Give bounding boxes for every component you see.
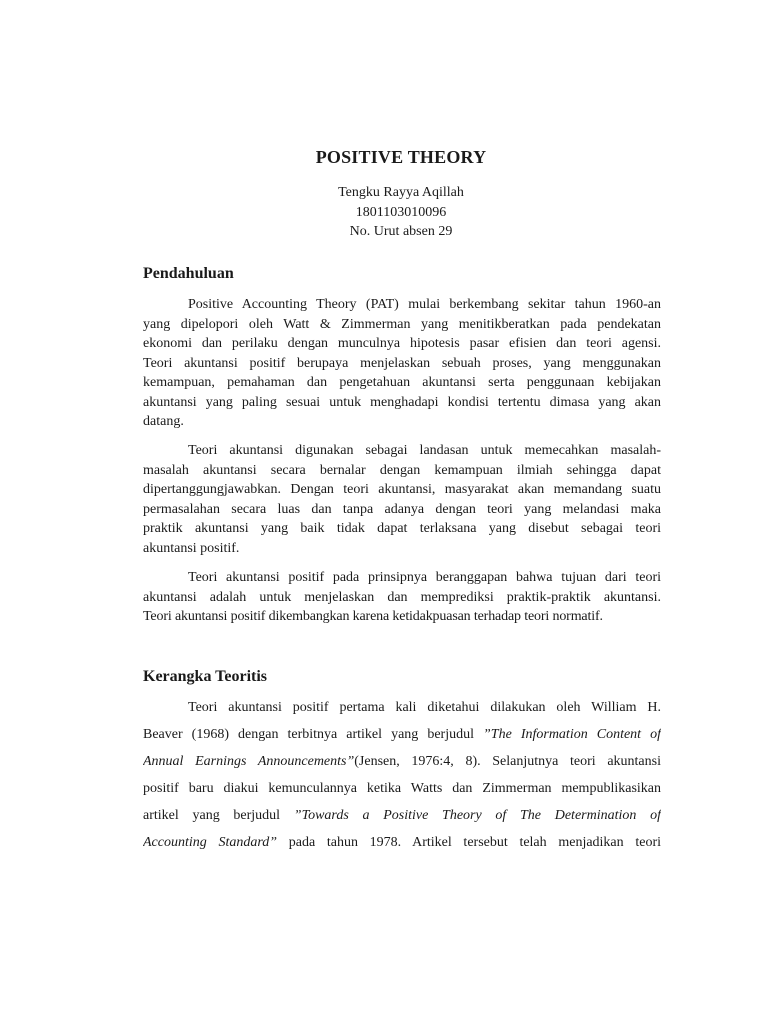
quoted-title: ”The Information Content of xyxy=(483,727,661,742)
paragraph-line xyxy=(143,808,661,835)
paragraph-line: akuntansi positif. xyxy=(143,540,240,556)
paragraph-line: akuntansi adalah untuk menjelaskan dan memprediksi praktik-praktik akuntansi. xyxy=(143,589,661,605)
document-title: POSITIVE THEORY xyxy=(315,147,487,167)
paragraph-line xyxy=(143,754,661,781)
paragraph-line: Teori akuntansi digunakan sebagai landasan untuk memecahkan masalah- xyxy=(188,443,661,458)
paragraph xyxy=(143,443,661,560)
paragraph-line: permasalahan secara luas dan tanpa adanya dengan teori yang melandasi maka xyxy=(143,501,661,517)
paragraph-line: kemampuan, pemahaman dan pengetahuan akuntansi serta penggunaan kebijakan xyxy=(143,375,661,390)
text-run: Teori akuntansi positif pertama kali diketahui dilakukan oleh William H. xyxy=(188,700,661,715)
paragraph-line: masalah akuntansi secara bernalar dengan kemampuan ilmiah sehingga dapat xyxy=(143,462,661,478)
text-run: pada tahun 1978. Artikel tersebut telah menjadikan teori xyxy=(277,835,661,850)
paragraph-line: praktik akuntansi yang baik tidak dapat terlaksana yang disebut sebagai teori xyxy=(143,521,661,536)
paragraph-line: Teori akuntansi positif pada prinsipnya beranggapan bahwa tujuan dari teori xyxy=(188,570,661,585)
paragraph-line xyxy=(143,781,661,808)
author-block xyxy=(0,183,768,242)
paragraph xyxy=(143,700,661,862)
paragraph xyxy=(143,297,661,434)
student-id: 1801103010096 xyxy=(355,204,447,220)
paragraph-line xyxy=(143,700,661,727)
paragraph xyxy=(143,570,661,629)
text-run: artikel yang berjudul xyxy=(143,808,294,823)
text-run: Beaver (1968) dengan terbitnya artikel yang berjudul xyxy=(143,727,483,742)
paragraph-line: Teori akuntansi positif berupaya menjelaskan sebuah proses, yang menggunakan xyxy=(143,355,661,371)
paragraph-line: Positive Accounting Theory (PAT) mulai berkembang sekitar tahun 1960-an xyxy=(188,297,661,312)
section-heading-pendahuluan: Pendahuluan xyxy=(143,265,234,282)
paragraph-line: dipertanggungjawabkan. Dengan teori akuntansi, masyarakat akan memandang suatu xyxy=(143,482,661,497)
quoted-title: Annual Earnings Announcements” xyxy=(143,754,355,769)
paragraph-line: datang. xyxy=(143,414,184,429)
quoted-title: Accounting Standard” xyxy=(143,835,278,850)
absen-number: No. Urut absen 29 xyxy=(349,224,453,239)
quoted-title: ”Towards a Positive Theory of The Determination of xyxy=(293,808,661,823)
paragraph-line xyxy=(143,727,661,754)
text-run: positif baru diakui kemunculannya ketika Watts dan Zimmerman mempublikasikan xyxy=(143,781,661,796)
paragraph-line: yang dipelopori oleh Watt & Zimmerman yang menitikberatkan pada pendekatan xyxy=(143,316,661,332)
text-run: (Jensen, 1976:4, 8). Selanjutnya teori akuntansi xyxy=(354,754,661,769)
paragraph-line: Teori akuntansi positif dikembangkan karena ketidakpuasan terhadap teori normatif. xyxy=(143,609,603,624)
author-name: Tengku Rayya Aqillah xyxy=(338,185,464,200)
paragraph-line xyxy=(143,835,661,862)
paragraph-line: akuntansi yang paling sesuai untuk menghadapi kondisi tertentu dimasa yang akan xyxy=(143,394,661,410)
paragraph-line: ekonomi dan perilaku dengan munculnya hipotesis pasar efisien dan teori agensi. xyxy=(143,336,661,351)
section-heading-kerangka-teoritis: Kerangka Teoritis xyxy=(143,668,268,685)
